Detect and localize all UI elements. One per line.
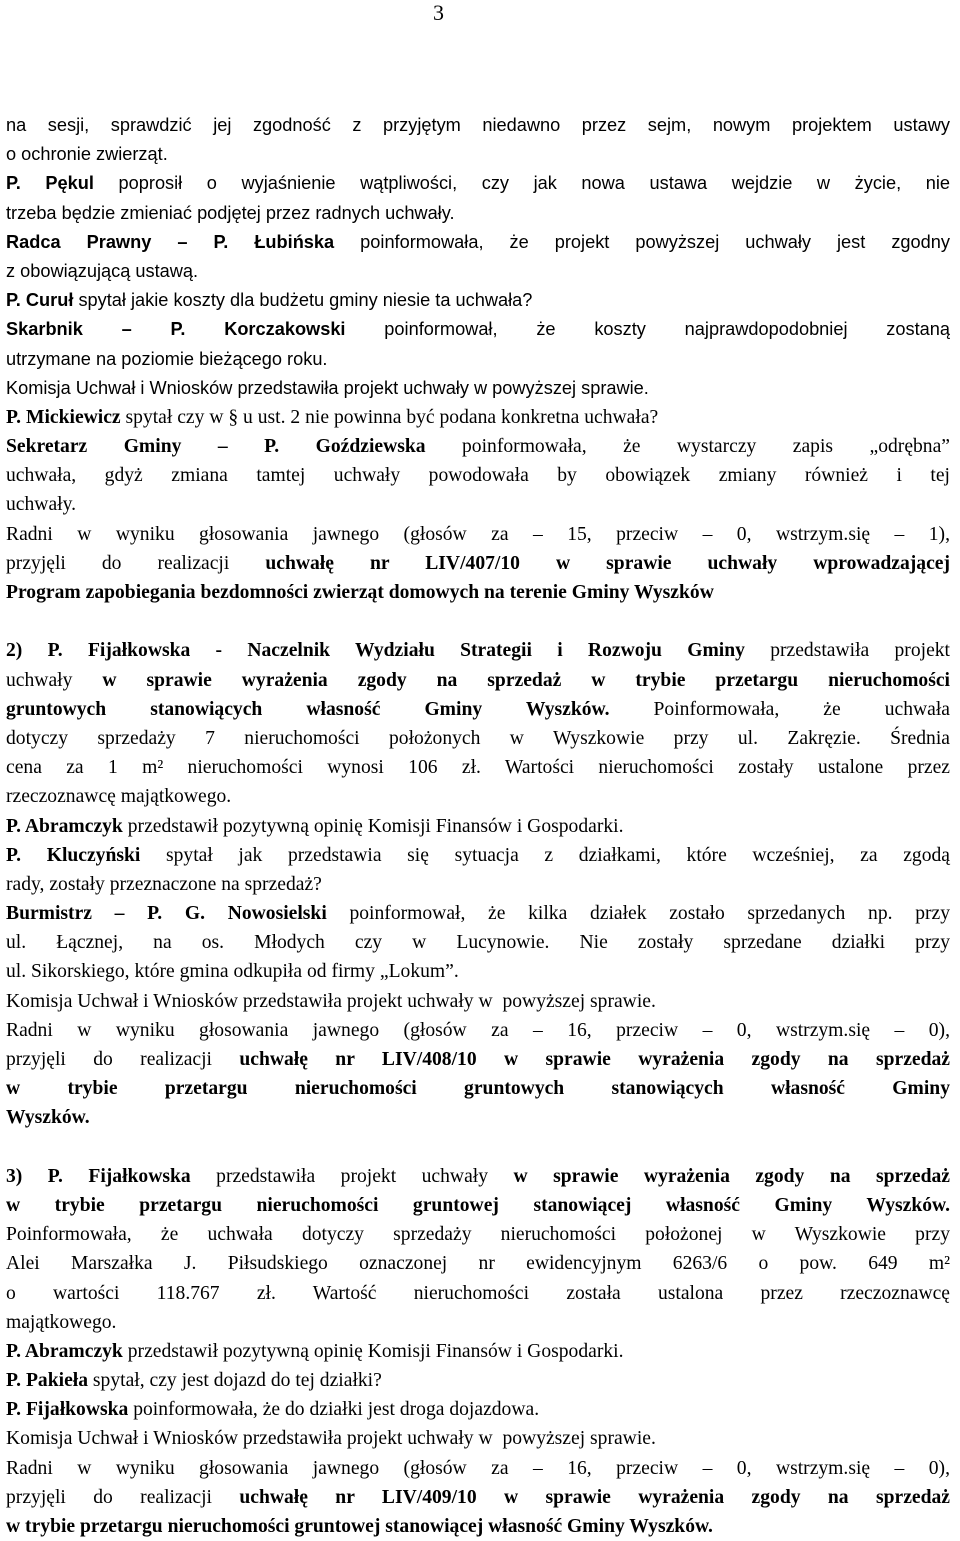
bold-text: Program zapobiegania bezdomności zwierząt domowych na terenie Gminy Wyszków xyxy=(6,582,714,603)
text-run: Komisja Uchwał i Wniosków przedstawiła projekt uchwały w powyższej sprawie. xyxy=(6,1428,656,1450)
text-run: o wartości 118.767 zł. Wartość nieruchomości została ustalona przez rzeczoznawcę xyxy=(6,1282,950,1304)
text-line xyxy=(6,957,950,986)
bold-text: P. Mickiewicz xyxy=(6,406,121,428)
bold-text: P. Abramczyk xyxy=(6,1340,123,1362)
text-line xyxy=(6,1103,950,1132)
bold-text: 3) P. Fijałkowska xyxy=(6,1165,191,1187)
text-run: przyjęli do realizacji xyxy=(6,1486,240,1508)
text-run: utrzymane na poziomie bieżącego roku. xyxy=(6,348,328,369)
text-run: Radni w wyniku głosowania jawnego (głosów za – 16, przeciw – 0, wstrzym.się – 0), xyxy=(6,1019,950,1041)
text-line xyxy=(6,1249,950,1278)
text-run: Komisja Uchwał i Wniosków przedstawiła projekt uchwały w powyższej sprawie. xyxy=(6,990,656,1012)
text-line xyxy=(6,578,950,607)
bold-text: w sprawie wyrażenia zgody na sprzedaż xyxy=(513,1165,950,1187)
text-run: Radni w wyniku głosowania jawnego (głosów za – 15, przeciw – 0, wstrzym.się – 1), xyxy=(6,523,950,545)
text-run: dotyczy sprzedaży 7 nieruchomości położonych w Wyszkowie przy ul. Zakręzie. Średnia xyxy=(6,727,950,749)
bold-text: w trybie przetargu nieruchomości gruntowej stanowiącej własność Gminy Wyszków. xyxy=(6,1194,950,1216)
text-run: przedstawił pozytywną opinię Komisji Finansów i Gospodarki. xyxy=(122,1340,624,1362)
text-run: przedstawił pozytywną opinię Komisji Finansów i Gospodarki. xyxy=(122,815,624,837)
text-run: Komisja Uchwał i Wniosków przedstawiła projekt uchwały w powyższej sprawie. xyxy=(6,377,649,398)
text-run: Radni w wyniku głosowania jawnego (głosów za – 16, przeciw – 0, wstrzym.się – 0), xyxy=(6,1457,950,1479)
bold-text: P. Abramczyk xyxy=(6,815,123,837)
bold-text: P. Fijałkowska xyxy=(6,1399,129,1421)
text-line xyxy=(6,695,950,724)
text-run: trzeba będzie zmieniać podjętej przez radnych uchwały. xyxy=(6,202,455,223)
bold-text: Skarbnik – P. Korczakowski xyxy=(6,319,346,340)
text-line xyxy=(6,1308,950,1337)
text-line xyxy=(6,286,950,315)
text-run: Alei Marszałka J. Piłsudskiego oznaczonej nr ewidencyjnym 6263/6 o pow. 649 m² xyxy=(6,1253,950,1275)
text-line xyxy=(6,1424,950,1453)
text-run: spytał jak przedstawia się sytuacja z działkami, które wcześniej, za zgodą xyxy=(140,844,950,866)
text-line xyxy=(6,432,950,461)
text-run: uchwały. xyxy=(6,494,77,516)
text-run: majątkowego. xyxy=(6,1311,117,1333)
bold-text: Burmistrz – P. G. Nowosielski xyxy=(6,903,327,925)
text-line xyxy=(6,1366,950,1395)
text-line xyxy=(6,899,950,928)
text-line xyxy=(6,199,950,228)
text-line xyxy=(6,228,950,257)
text-run: na sesji, sprawdzić jej zgodność z przyjętym niedawno przez sejm, nowym projektem ustawy xyxy=(6,115,950,135)
bold-text: P. Pakieła xyxy=(6,1370,89,1392)
bold-text: P. Pękul xyxy=(6,173,94,194)
text-line xyxy=(6,812,950,841)
text-run: poinformował, że koszty najprawdopodobniej zostaną xyxy=(345,319,950,340)
page-number: 3 xyxy=(433,0,444,25)
text-run: uchwały xyxy=(6,669,103,691)
text-line xyxy=(6,1074,950,1103)
text-line xyxy=(6,1279,950,1308)
text-run: poinformowała, że wystarczy zapis „odrębna” xyxy=(425,436,950,458)
bold-text: gruntowych stanowiących własność Gminy Wyszków. xyxy=(6,698,610,720)
text-line xyxy=(6,461,950,490)
text-line xyxy=(6,1337,950,1366)
text-run: poinformował, że kilka działek zostało sprzedanych np. przy xyxy=(326,903,951,925)
text-run: o ochronie zwierząt. xyxy=(6,144,168,165)
text-line xyxy=(6,1512,950,1541)
text-run: z obowiązującą ustawą. xyxy=(6,260,199,281)
text-line xyxy=(6,1395,950,1424)
text-line xyxy=(6,1045,950,1074)
text-line xyxy=(6,782,950,811)
bold-text: w trybie przetargu nieruchomości gruntowych stanowiących własność Gminy xyxy=(6,1078,950,1100)
text-run: uchwała, gdyż zmiana tamtej uchwały powodowała by obowiązek zmiany również i tej xyxy=(6,465,950,487)
bold-text: uchwałę nr LIV/408/10 w sprawie wyrażenia zgody na sprzedaż xyxy=(239,1049,950,1070)
text-line xyxy=(6,374,950,403)
text-run: spytał czy w § u ust. 2 nie powinna być podana konkretna uchwała? xyxy=(120,406,659,428)
text-line xyxy=(6,636,950,665)
bold-text: Radca Prawny – P. Łubińska xyxy=(6,231,335,252)
bold-text: w sprawie wyrażenia zgody na sprzedaż w trybie przetargu nieruchomości xyxy=(102,669,950,691)
text-run: spytał, czy jest dojazd do tej działki? xyxy=(88,1370,382,1392)
text-line xyxy=(6,345,950,374)
bold-text: w trybie przetargu nieruchomości gruntowej stanowiącej własność Gminy Wyszków. xyxy=(6,1516,713,1537)
text-run: spytał jakie koszty dla budżetu gminy niesie ta uchwała? xyxy=(73,290,533,311)
text-line xyxy=(6,140,950,169)
text-line xyxy=(6,1191,950,1220)
text-run: ul. Sikorskiego, które gmina odkupiła od firmy „Lokum”. xyxy=(6,961,459,983)
bold-text: P. Kluczyński xyxy=(6,844,141,866)
text-line xyxy=(6,1162,950,1191)
text-line xyxy=(6,753,950,782)
text-line xyxy=(6,549,950,578)
text-line xyxy=(6,870,950,899)
text-run: poinformowała, że do działki jest droga dojazdowa. xyxy=(128,1399,540,1421)
text-line xyxy=(6,257,950,286)
text-run: rady, zostały przeznaczone na sprzedaż? xyxy=(6,873,322,895)
text-run: przedstawiła projekt uchwały xyxy=(190,1165,514,1187)
text-run: Poinformowała, że uchwała dotyczy sprzedaży nieruchomości położonej w Wyszkowie przy xyxy=(6,1224,950,1246)
bold-text: Sekretarz Gminy – P. Goździewska xyxy=(6,436,426,458)
text-line xyxy=(6,1454,950,1483)
text-line xyxy=(6,841,950,870)
text-line xyxy=(6,1016,950,1045)
bold-text: 2) P. Fijałkowska - Naczelnik Wydziału Strategii i Rozwoju Gminy xyxy=(6,640,745,662)
text-run: rzeczoznawcę majątkowego. xyxy=(6,786,232,808)
text-run: przyjęli do realizacji xyxy=(6,552,266,574)
text-run: Poinformowała, że uchwała xyxy=(609,698,950,720)
text-line xyxy=(6,607,950,636)
text-line xyxy=(6,1220,950,1249)
text-line xyxy=(6,666,950,695)
text-line xyxy=(6,987,950,1016)
text-run: przyjęli do realizacji xyxy=(6,1049,240,1070)
text-line xyxy=(6,1483,950,1512)
document-body xyxy=(6,111,950,1541)
text-line xyxy=(6,403,950,432)
text-line xyxy=(6,169,950,198)
text-line xyxy=(6,111,950,140)
text-run: ul. Łącznej, na os. Młodych czy w Lucynowie. Nie zostały sprzedane działki przy xyxy=(6,932,950,954)
text-line xyxy=(6,490,950,519)
text-run: cena za 1 m² nieruchomości wynosi 106 zł. Wartości nieruchomości zostały ustalone przez xyxy=(6,757,950,779)
bold-text: uchwałę nr LIV/409/10 w sprawie wyrażenia zgody na sprzedaż xyxy=(239,1486,950,1508)
text-line xyxy=(6,724,950,753)
text-run: poinformowała, że projekt powyższej uchwały jest zgodny xyxy=(334,231,950,252)
text-run: przedstawiła projekt xyxy=(744,640,951,662)
bold-text: P. Curuł xyxy=(6,290,74,311)
text-line xyxy=(6,928,950,957)
bold-text: uchwałę nr LIV/407/10 w sprawie uchwały wprowadzającej xyxy=(265,552,950,574)
text-line xyxy=(6,520,950,549)
text-line xyxy=(6,315,950,344)
text-run: poprosił o wyjaśnienie wątpliwości, czy jak nowa ustawa wejdzie w życie, nie xyxy=(93,173,950,194)
bold-text: Wyszków. xyxy=(6,1107,90,1129)
text-line xyxy=(6,1133,950,1162)
